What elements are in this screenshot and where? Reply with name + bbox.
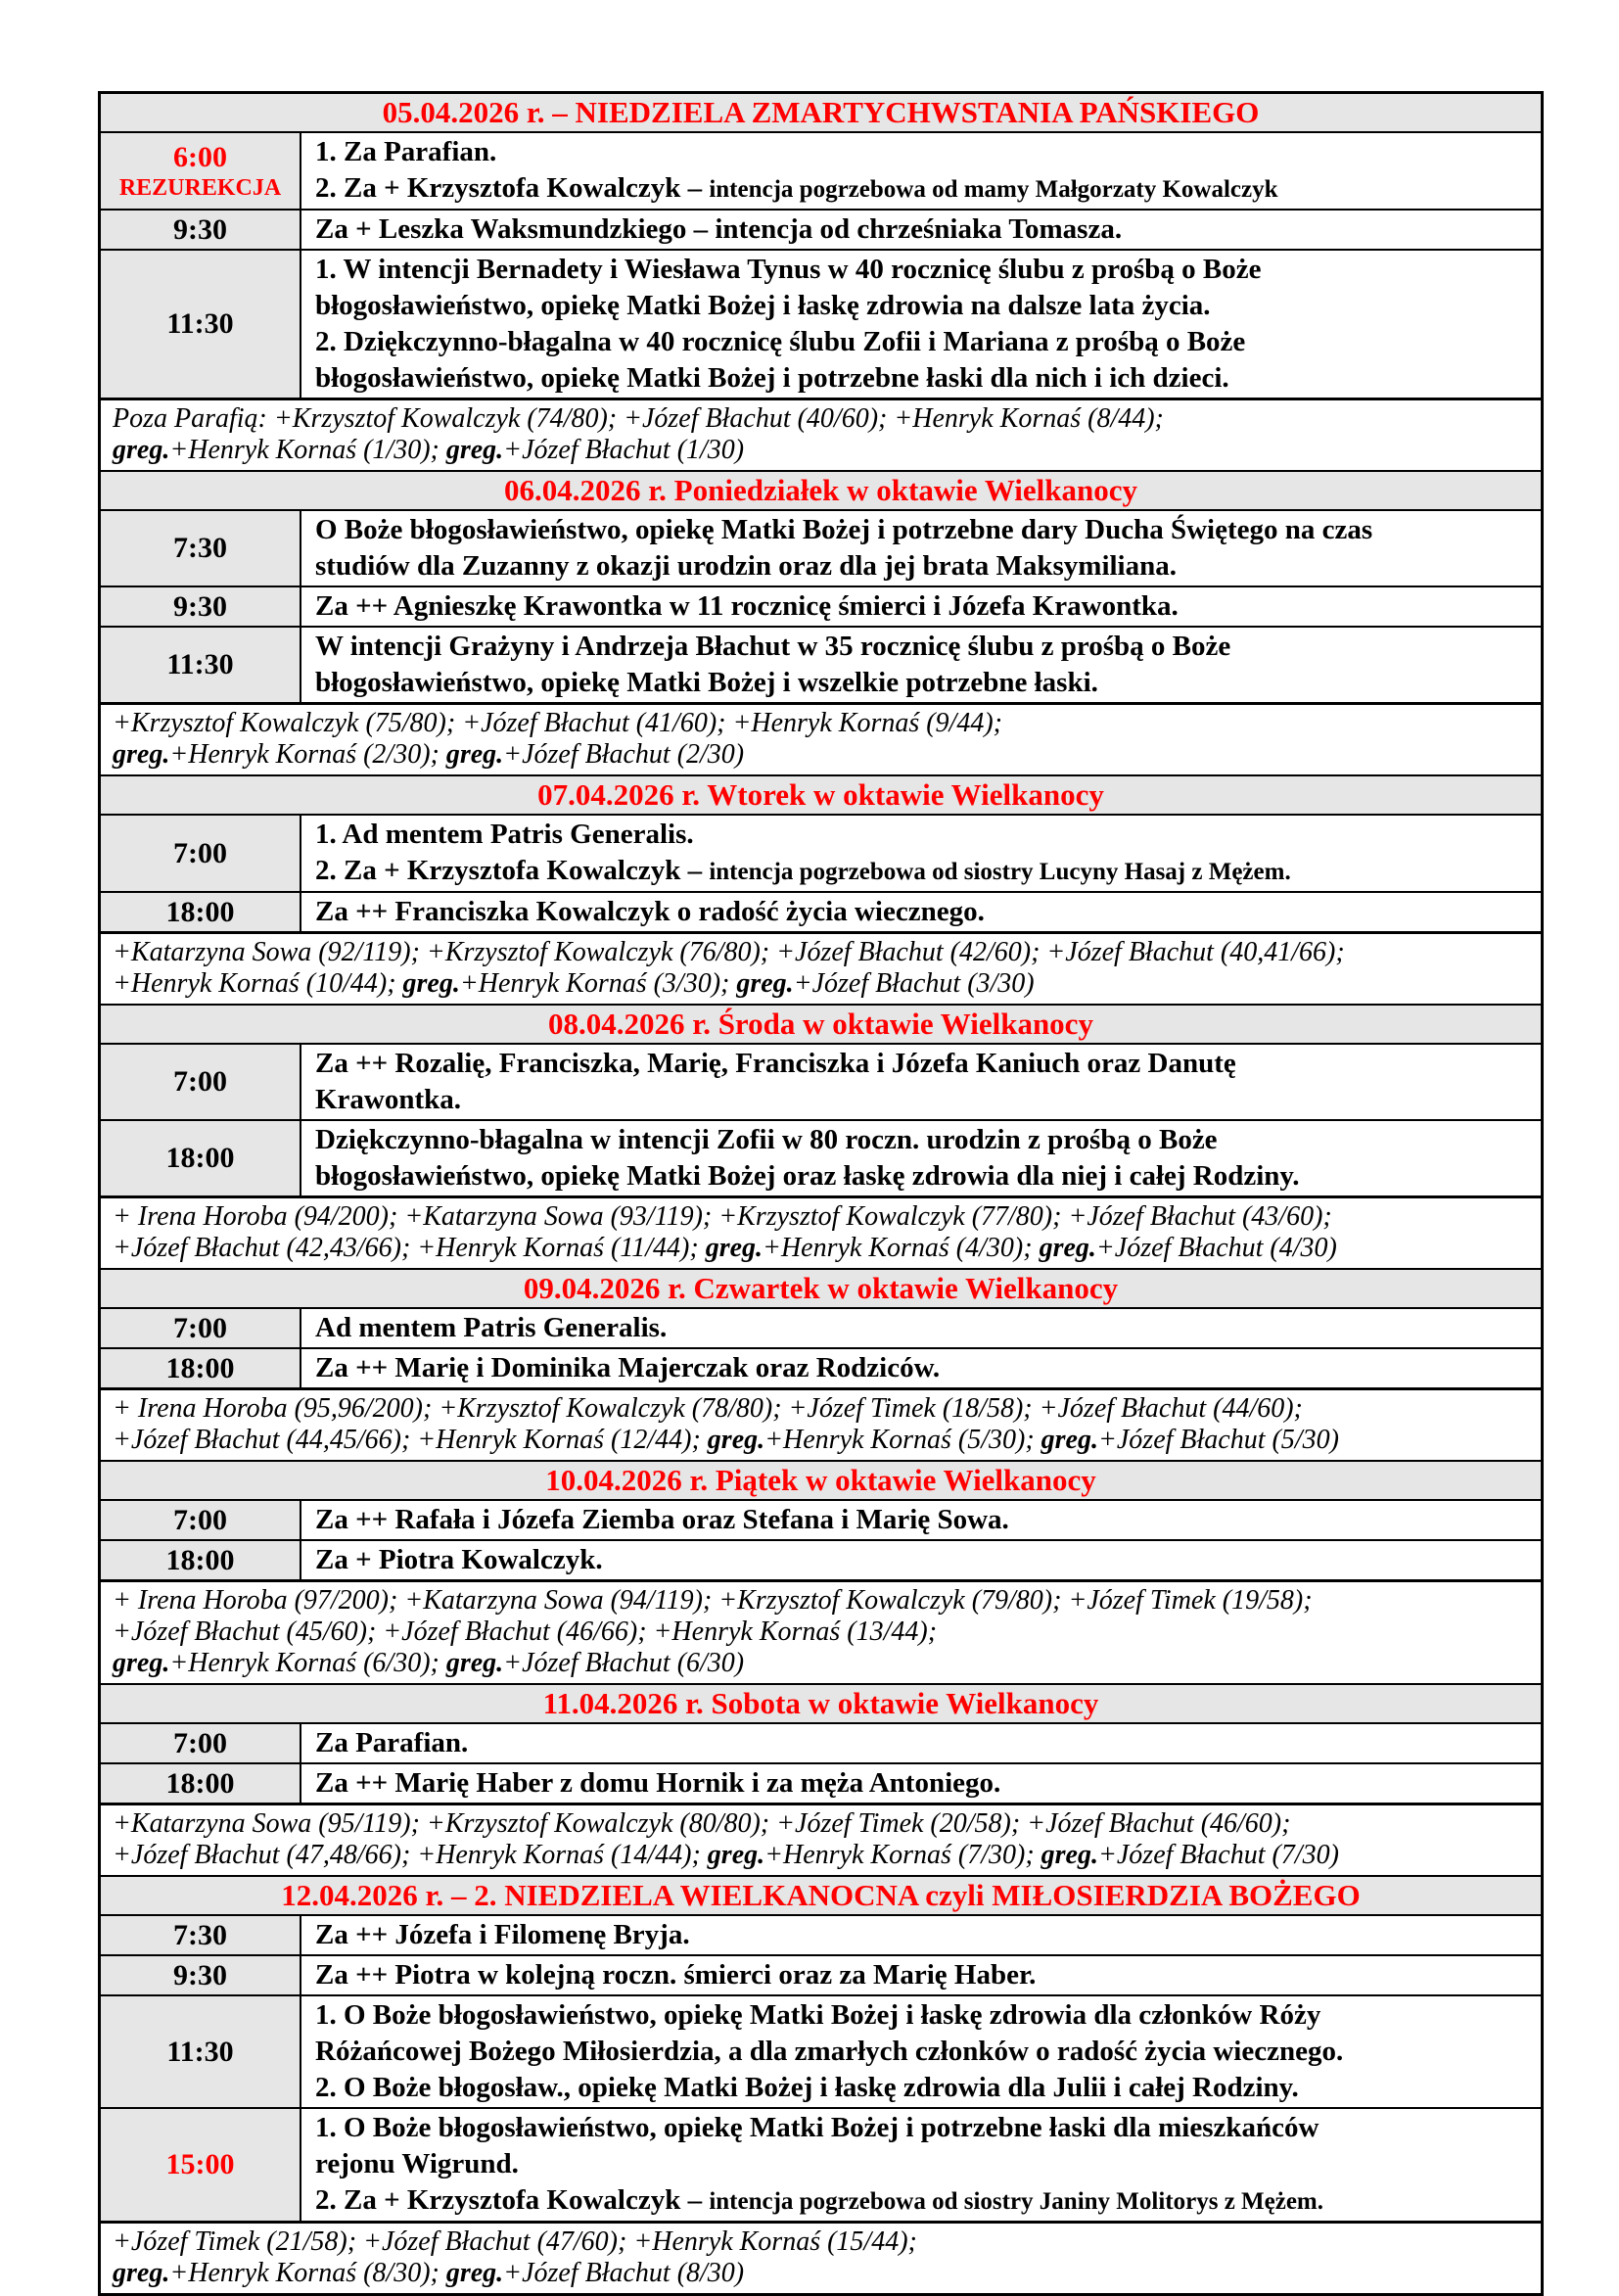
note-line xyxy=(113,2258,1531,2289)
intention-line xyxy=(315,288,1533,324)
time-cell xyxy=(101,816,301,891)
mass-row xyxy=(101,509,1541,586)
intention-text-segment: błogosławieństwo, opiekę Matki Bożej i potrzebne łaski dla nich i ich dzieci. xyxy=(315,362,1229,394)
note-text-segment: +Henryk Kornaś (7/30); xyxy=(764,1840,1041,1870)
note-row xyxy=(101,1579,1541,1683)
intention-text-segment: 1. O Boże błogosławieństwo, opiekę Matki Bożej i łaskę zdrowia dla członków Róży xyxy=(315,1999,1321,2031)
note-text-segment: greg. xyxy=(402,968,460,999)
intention-line xyxy=(315,211,1533,248)
section-header-text: 09.04.2026 r. Czwartek w oktawie Wielkanocy xyxy=(523,1271,1119,1305)
time-label: 18:00 xyxy=(165,895,235,928)
note-text-segment: greg. xyxy=(1041,1840,1098,1870)
intention-text-segment: błogosławieństwo, opiekę Matki Bożej oraz łaskę zdrowia dla niej i całej Rodziny. xyxy=(315,1160,1300,1192)
mass-row xyxy=(101,1307,1541,1347)
intention-line xyxy=(315,548,1533,585)
time-label: 11:30 xyxy=(166,307,234,340)
note-text-segment: +Józef Błachut (47,48/66); +Henryk Kornaś (14/44); xyxy=(113,1840,708,1870)
note-text-segment: +Henryk Kornaś (2/30); xyxy=(169,739,446,770)
intention-text-segment: Za ++ Rozalię, Franciszka, Marię, Franciszka i Józefa Kaniuch oraz Danutę xyxy=(315,1048,1236,1079)
intention-line xyxy=(315,252,1533,288)
intention-line xyxy=(315,2070,1533,2106)
intention-line xyxy=(315,2110,1533,2146)
intention-cell xyxy=(301,1121,1541,1195)
intention-line xyxy=(315,1502,1533,1538)
note-text-segment: greg. xyxy=(707,1840,765,1870)
intention-text-segment: studiów dla Zuzanny z okazji urodzin oraz dla jej brata Maksymiliana. xyxy=(315,550,1177,582)
note-row xyxy=(101,931,1541,1004)
note-text-segment: greg. xyxy=(113,2258,170,2288)
intention-line xyxy=(315,1765,1533,1802)
section-header-text: 12.04.2026 r. – 2. NIEDZIELA WIELKANOCNA czyli MIŁOSIERDZIA BOŻEGO xyxy=(281,1878,1361,1912)
intention-text-segment: rejonu Wigrund. xyxy=(315,2148,519,2179)
intention-text-segment: Za + Leszka Waksmundzkiego – intencja od chrześniaka Tomasza. xyxy=(315,213,1123,245)
note-line xyxy=(113,708,1531,739)
mass-row xyxy=(101,1499,1541,1539)
intention-text-segment: 2. Za + Krzysztofa Kowalczyk – xyxy=(315,2184,710,2216)
note-row xyxy=(101,398,1541,470)
section-header-text: 10.04.2026 r. Piątek w oktawie Wielkanocy xyxy=(545,1463,1096,1497)
time-cell xyxy=(101,2109,301,2221)
time-label: 18:00 xyxy=(165,1766,235,1800)
intention-text-segment: Za ++ Józefa i Filomenę Bryja. xyxy=(315,1919,690,1950)
time-label: 7:00 xyxy=(173,1311,227,1344)
mass-row xyxy=(101,1954,1541,1994)
intention-cell xyxy=(301,211,1541,249)
intention-cell xyxy=(301,1724,1541,1762)
section-header-text: 08.04.2026 r. Środa w oktawie Wielkanocy xyxy=(548,1007,1093,1041)
mass-row xyxy=(101,1539,1541,1579)
time-label: 7:30 xyxy=(173,1918,227,1951)
time-cell xyxy=(101,1501,301,1539)
mass-row xyxy=(101,891,1541,931)
time-cell xyxy=(101,628,301,702)
mass-row xyxy=(101,249,1541,398)
note-line xyxy=(113,2226,1531,2258)
intention-cell xyxy=(301,251,1541,398)
time-cell xyxy=(101,587,301,626)
intention-line xyxy=(315,2034,1533,2070)
schedule-table xyxy=(98,91,1544,2296)
note-line xyxy=(113,968,1531,1000)
note-row xyxy=(101,702,1541,774)
note-line xyxy=(113,403,1531,435)
time-cell xyxy=(101,133,301,209)
intention-line xyxy=(315,629,1533,665)
time-label: 6:00 xyxy=(173,140,227,173)
time-cell xyxy=(101,1121,301,1195)
intention-cell xyxy=(301,1501,1541,1539)
note-line xyxy=(113,1648,1531,1679)
mass-row xyxy=(101,586,1541,626)
time-label: 9:30 xyxy=(173,1958,227,1991)
intention-line xyxy=(315,1917,1533,1953)
intention-cell xyxy=(301,133,1541,209)
note-row xyxy=(101,1195,1541,1268)
intention-line xyxy=(315,1310,1533,1346)
section-header xyxy=(101,94,1541,131)
intention-line xyxy=(315,588,1533,625)
time-label: 11:30 xyxy=(166,2035,234,2068)
intention-line xyxy=(315,1046,1533,1082)
note-text-segment: +Henryk Kornaś (1/30); xyxy=(169,435,446,465)
section-header xyxy=(101,1460,1541,1499)
time-label: 7:00 xyxy=(173,836,227,869)
intention-cell xyxy=(301,1996,1541,2107)
time-label: 18:00 xyxy=(165,1351,235,1384)
mass-row xyxy=(101,209,1541,249)
note-text-segment: +Józef Błachut (42,43/66); +Henryk Kornaś (11/44); xyxy=(113,1233,706,1263)
section-header xyxy=(101,470,1541,509)
intention-cell xyxy=(301,587,1541,626)
note-line xyxy=(113,739,1531,771)
note-line xyxy=(113,1425,1531,1456)
intention-text-segment: intencja pogrzebowa od siostry Janiny Molitorys z Mężem. xyxy=(709,2188,1324,2215)
intention-line xyxy=(315,1725,1533,1761)
intention-text-segment: 2. Dziękczynno-błagalna w 40 rocznicę ślubu Zofii i Mariana z prośbą o Boże xyxy=(315,326,1246,357)
note-text-segment: greg. xyxy=(445,435,504,465)
time-cell xyxy=(101,1764,301,1803)
time-cell xyxy=(101,1956,301,1994)
mass-row xyxy=(101,2107,1541,2221)
note-text-segment: greg. xyxy=(445,739,504,770)
intention-cell xyxy=(301,628,1541,702)
intention-text-segment: Za ++ Agnieszkę Krawontka w 11 rocznicę śmierci i Józefa Krawontka. xyxy=(315,590,1179,622)
intention-cell xyxy=(301,1045,1541,1119)
intention-text-segment: Za Parafian. xyxy=(315,1727,469,1758)
note-line xyxy=(113,1808,1531,1840)
section-header-text: 11.04.2026 r. Sobota w oktawie Wielkanocy xyxy=(542,1686,1099,1720)
intention-line xyxy=(315,665,1533,701)
mass-row xyxy=(101,1043,1541,1119)
intention-text-segment: Ad mentem Patris Generalis. xyxy=(315,1312,668,1343)
note-text-segment: +Józef Błachut (5/30) xyxy=(1097,1425,1339,1455)
note-text-segment: greg. xyxy=(113,435,170,465)
mass-row xyxy=(101,1347,1541,1387)
note-line xyxy=(113,1585,1531,1617)
intention-cell xyxy=(301,1764,1541,1803)
note-text-segment: greg. xyxy=(707,1425,765,1455)
intention-line xyxy=(315,1957,1533,1993)
intention-cell xyxy=(301,2109,1541,2221)
intention-text-segment: O Boże błogosławieństwo, opiekę Matki Bożej i potrzebne dary Ducha Świętego na czas xyxy=(315,514,1373,545)
time-label: 9:30 xyxy=(173,589,227,623)
note-text-segment: +Katarzyna Sowa (92/119); +Krzysztof Kowalczyk (76/80); +Józef Błachut (42/60); +Józef Błachut (40,41/66); xyxy=(113,937,1345,967)
intention-line xyxy=(315,1122,1533,1158)
intention-line xyxy=(315,1082,1533,1118)
note-row xyxy=(101,1387,1541,1460)
note-text-segment: +Józef Błachut (3/30) xyxy=(793,968,1035,999)
intention-line xyxy=(315,817,1533,853)
note-text-segment: greg. xyxy=(113,1648,170,1678)
time-cell xyxy=(101,1916,301,1954)
note-row xyxy=(101,2221,1541,2293)
mass-row xyxy=(101,1722,1541,1762)
intention-line xyxy=(315,894,1533,930)
note-line xyxy=(113,937,1531,968)
time-label: 7:00 xyxy=(173,1726,227,1759)
time-cell xyxy=(101,251,301,398)
intention-line xyxy=(315,1350,1533,1386)
intention-text-segment: 1. Za Parafian. xyxy=(315,136,497,167)
intention-line xyxy=(315,2182,1533,2220)
intention-cell xyxy=(301,511,1541,586)
mass-row xyxy=(101,1914,1541,1954)
mass-row xyxy=(101,131,1541,209)
section-header-text: 07.04.2026 r. Wtorek w oktawie Wielkanocy xyxy=(537,777,1104,812)
note-text-segment: greg. xyxy=(1041,1425,1098,1455)
note-text-segment: + Irena Horoba (94/200); +Katarzyna Sowa (93/119); +Krzysztof Kowalczyk (77/80); +Józef Błachut (43/60); xyxy=(113,1201,1332,1232)
intention-cell xyxy=(301,893,1541,931)
intention-text-segment: błogosławieństwo, opiekę Matki Bożej i łaskę zdrowia na dalsze lata życia. xyxy=(315,290,1211,321)
mass-row xyxy=(101,1762,1541,1803)
intention-text-segment: Różańcowej Bożego Miłosierdzia, a dla zmarłych członków o radość życia wiecznego. xyxy=(315,2036,1344,2067)
note-line xyxy=(113,1840,1531,1871)
intention-text-segment: 2. Za + Krzysztofa Kowalczyk – xyxy=(315,172,710,204)
note-line xyxy=(113,1233,1531,1264)
intention-line xyxy=(315,2146,1533,2182)
note-text-segment: + Irena Horoba (97/200); +Katarzyna Sowa (94/119); +Krzysztof Kowalczyk (79/80); +Józef Timek (19/58); xyxy=(113,1585,1313,1616)
intention-line xyxy=(315,360,1533,397)
note-text-segment: +Józef Błachut (6/30) xyxy=(503,1648,745,1678)
section-header xyxy=(101,1004,1541,1043)
time-label: 15:00 xyxy=(165,2148,235,2180)
section-header-text: 05.04.2026 r. – NIEDZIELA ZMARTYCHWSTANIA PAŃSKIEGO xyxy=(382,95,1260,129)
intention-text-segment: Za + Piotra Kowalczyk. xyxy=(315,1544,603,1575)
note-line xyxy=(113,1201,1531,1233)
note-text-segment: +Józef Błachut (44,45/66); +Henryk Kornaś (12/44); xyxy=(113,1425,708,1455)
note-line xyxy=(113,435,1531,466)
intention-text-segment: intencja pogrzebowa od siostry Lucyny Hasaj z Mężem. xyxy=(709,859,1291,885)
time-cell xyxy=(101,1541,301,1579)
section-header xyxy=(101,1875,1541,1914)
note-text-segment: +Henryk Kornaś (6/30); xyxy=(169,1648,446,1678)
time-label: 7:30 xyxy=(173,532,227,564)
note-text-segment: + Irena Horoba (95,96/200); +Krzysztof Kowalczyk (78/80); +Józef Timek (18/58); +Józef Błachut (44/60); xyxy=(113,1393,1303,1424)
note-row xyxy=(101,1803,1541,1875)
note-text-segment: +Józef Błachut (4/30) xyxy=(1095,1233,1337,1263)
note-line xyxy=(113,1617,1531,1648)
note-text-segment: greg. xyxy=(445,1648,504,1678)
note-text-segment: +Józef Błachut (1/30) xyxy=(503,435,745,465)
intention-text-segment: Za ++ Rafała i Józefa Ziemba oraz Stefana i Marię Sowa. xyxy=(315,1504,1009,1535)
time-cell xyxy=(101,1724,301,1762)
note-text-segment: +Henryk Kornaś (5/30); xyxy=(764,1425,1041,1455)
time-label: 18:00 xyxy=(165,1543,235,1576)
time-label: 9:30 xyxy=(173,212,227,246)
intention-cell xyxy=(301,816,1541,891)
note-text-segment: +Henryk Kornaś (8/30); xyxy=(169,2258,446,2288)
note-text-segment: +Józef Błachut (2/30) xyxy=(503,739,745,770)
note-text-segment: greg. xyxy=(705,1233,763,1263)
intention-line xyxy=(315,1542,1533,1578)
intention-text-segment: W intencji Grażyny i Andrzeja Błachut w 35 rocznicę ślubu z prośbą o Boże xyxy=(315,631,1231,662)
intention-text-segment: błogosławieństwo, opiekę Matki Bożej i wszelkie potrzebne łaski. xyxy=(315,667,1098,698)
time-cell xyxy=(101,1045,301,1119)
mass-row xyxy=(101,626,1541,702)
time-sublabel: REZUREKCJA xyxy=(118,174,282,201)
note-text-segment: greg. xyxy=(445,2258,504,2288)
note-text-segment: +Katarzyna Sowa (95/119); +Krzysztof Kowalczyk (80/80); +Józef Timek (20/58); +Józef Błachut (46/60); xyxy=(113,1808,1291,1839)
note-text-segment: +Krzysztof Kowalczyk (75/80); +Józef Błachut (41/60); +Henryk Kornaś (9/44); xyxy=(113,708,1002,738)
mass-row xyxy=(101,1994,1541,2107)
intention-line xyxy=(315,512,1533,548)
intention-text-segment: 1. Ad mentem Patris Generalis. xyxy=(315,819,694,850)
time-label: 7:00 xyxy=(173,1503,227,1536)
time-label: 7:00 xyxy=(173,1065,227,1098)
intention-text-segment: 1. O Boże błogosławieństwo, opiekę Matki Bożej i potrzebne łaski dla mieszkańców xyxy=(315,2112,1319,2143)
note-text-segment: +Józef Błachut (8/30) xyxy=(503,2258,745,2288)
intention-text-segment: 1. W intencji Bernadety i Wiesława Tynus w 40 rocznicę ślubu z prośbą o Boże xyxy=(315,254,1262,285)
note-text-segment: +Henryk Kornaś (3/30); xyxy=(459,968,737,999)
intention-line xyxy=(315,134,1533,170)
intention-cell xyxy=(301,1956,1541,1994)
time-cell xyxy=(101,1309,301,1347)
intention-line xyxy=(315,853,1533,890)
note-text-segment: greg. xyxy=(1039,1233,1096,1263)
intention-line xyxy=(315,170,1533,208)
intention-line xyxy=(315,1158,1533,1195)
time-cell xyxy=(101,893,301,931)
section-header xyxy=(101,774,1541,814)
section-header xyxy=(101,1683,1541,1722)
note-line xyxy=(113,1393,1531,1425)
section-header xyxy=(101,1268,1541,1307)
time-label: 18:00 xyxy=(165,1142,235,1174)
mass-row xyxy=(101,1119,1541,1195)
section-header-text: 06.04.2026 r. Poniedziałek w oktawie Wielkanocy xyxy=(503,473,1137,507)
intention-text-segment: intencja pogrzebowa od mamy Małgorzaty Kowalczyk xyxy=(709,176,1278,203)
time-label: 11:30 xyxy=(166,648,234,680)
note-text-segment: greg. xyxy=(113,739,170,770)
note-text-segment: Poza Parafią: +Krzysztof Kowalczyk (74/80); +Józef Błachut (40/60); +Henryk Kornaś (8/44); xyxy=(113,403,1164,434)
intention-text-segment: Dziękczynno-błagalna w intencji Zofii w 80 roczn. urodzin z prośbą o Boże xyxy=(315,1124,1218,1155)
intention-cell xyxy=(301,1349,1541,1387)
intention-text-segment: Za ++ Piotra w kolejną roczn. śmierci oraz za Marię Haber. xyxy=(315,1959,1037,1991)
intention-line xyxy=(315,1997,1533,2034)
intention-cell xyxy=(301,1309,1541,1347)
time-cell xyxy=(101,1996,301,2107)
intention-text-segment: Za ++ Marię i Dominika Majerczak oraz Rodziców. xyxy=(315,1352,941,1383)
note-text-segment: +Józef Błachut (7/30) xyxy=(1097,1840,1339,1870)
time-cell xyxy=(101,211,301,249)
note-text-segment: +Józef Timek (21/58); +Józef Błachut (47/60); +Henryk Kornaś (15/44); xyxy=(113,2226,917,2257)
intention-text-segment: 2. O Boże błogosław., opiekę Matki Bożej i łaskę zdrowia dla Julii i całej Rodziny. xyxy=(315,2072,1299,2103)
time-cell xyxy=(101,1349,301,1387)
intention-text-segment: Krawontka. xyxy=(315,1084,462,1115)
intention-line xyxy=(315,324,1533,360)
intention-cell xyxy=(301,1916,1541,1954)
note-text-segment: +Henryk Kornaś (4/30); xyxy=(763,1233,1040,1263)
note-text-segment: +Józef Błachut (45/60); +Józef Błachut (46/66); +Henryk Kornaś (13/44); xyxy=(113,1617,938,1647)
note-text-segment: greg. xyxy=(736,968,794,999)
time-cell xyxy=(101,511,301,586)
mass-row xyxy=(101,814,1541,891)
intention-text-segment: Za ++ Franciszka Kowalczyk o radość życia wiecznego. xyxy=(315,896,985,927)
intention-text-segment: 2. Za + Krzysztofa Kowalczyk – xyxy=(315,855,710,886)
intention-cell xyxy=(301,1541,1541,1579)
note-text-segment: +Henryk Kornaś (10/44); xyxy=(113,968,403,999)
intention-text-segment: Za ++ Marię Haber z domu Hornik i za męża Antoniego. xyxy=(315,1767,1001,1799)
